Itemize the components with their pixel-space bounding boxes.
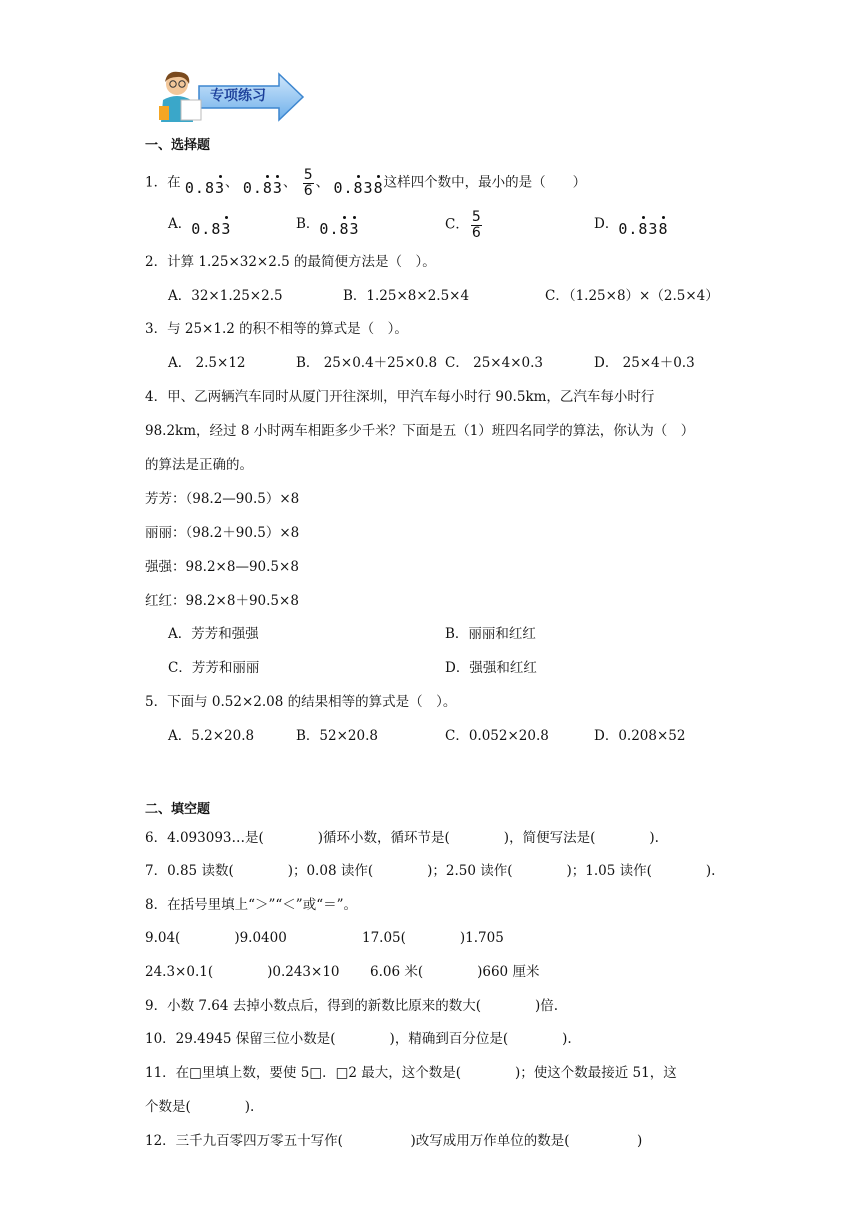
question-4-line-2: 98.2km，经过 8 小时两车相距多少千米？下面是五（1）班四名同学的算法，你认为（ ） bbox=[145, 423, 695, 439]
q5-option-a: A．5.2×20.8 bbox=[168, 728, 255, 744]
method-lili: 丽丽：（98.2＋90.5）×8 bbox=[145, 525, 300, 541]
question-6: 6．4.093093…是( )循环小数，循环节是( )，简便写法是( ). bbox=[145, 830, 659, 846]
method-qiangqiang: 强强：98.2×8—90.5×8 bbox=[145, 559, 299, 575]
q3-option-d: D． 25×4＋0.3 bbox=[594, 355, 695, 371]
q3-option-a: A． 2.5×12 bbox=[168, 355, 246, 371]
q1-option-b: B．0.83 bbox=[296, 216, 360, 238]
q1-option-a: A．0.83 bbox=[168, 216, 232, 238]
practice-banner bbox=[155, 70, 305, 124]
question-5: 5．下面与 0.52×2.08 的结果相等的算式是（ ）。 bbox=[145, 694, 457, 710]
q2-option-b: B．1.25×8×2.5×4 bbox=[343, 288, 470, 304]
recurring-decimal-0-83-single: 0.83 bbox=[184, 178, 226, 197]
q2-option-a: A．32×1.25×2.5 bbox=[168, 288, 283, 304]
question-10: 10．29.4945 保留三位小数是( )，精确到百分位是( ). bbox=[145, 1031, 572, 1047]
method-fangfang: 芳芳：（98.2—90.5）×8 bbox=[145, 491, 300, 507]
q3-option-b: B． 25×0.4＋25×0.8 bbox=[296, 355, 438, 371]
q5-option-c: C．0.052×20.8 bbox=[445, 728, 549, 744]
question-4-line-3: 的算法是正确的。 bbox=[145, 457, 253, 473]
question-8: 8．在括号里填上“＞”“＜”或“＝”。 bbox=[145, 897, 357, 913]
section-heading-fill: 二、填空题 bbox=[145, 802, 211, 817]
question-7: 7．0.85 读数( )；0.08 读作( )；2.50 读作( )；1.05 读作( ). bbox=[145, 863, 716, 879]
q4-option-a: A．芳芳和强强 bbox=[168, 626, 259, 642]
banner-label: 专项练习 bbox=[210, 88, 266, 104]
question-2: 2．计算 1.25×32×2.5 的最简便方法是（ ）。 bbox=[145, 254, 436, 270]
q1-suffix: 这样四个数中，最小的是（ ） bbox=[383, 174, 587, 191]
question-11-line-1: 11．在□里填上数，要使 5□．□2 最大，这个数是( )；使这个数最接近 51，这 bbox=[145, 1065, 677, 1081]
q4-option-d: D．强强和红红 bbox=[445, 660, 537, 676]
q8-compare-2: 17.05( )1.705 bbox=[362, 930, 504, 946]
recurring-decimal-0-83-double: 0.83 bbox=[242, 178, 283, 197]
q3-option-c: C． 25×4×0.3 bbox=[445, 355, 543, 371]
section-heading-choice: 一、选择题 bbox=[145, 138, 211, 153]
q1-option-c: C． $\frac{5}{6}$ bbox=[445, 209, 481, 241]
question-4-line-1: 4．甲、乙两辆汽车同时从厦门开往深圳，甲汽车每小时行 90.5km，乙汽车每小时行 bbox=[145, 389, 655, 405]
q1-sep: 、 bbox=[315, 174, 330, 191]
q1-sep: 、 bbox=[282, 174, 297, 191]
method-honghong: 红红：98.2×8＋90.5×8 bbox=[145, 593, 299, 609]
q4-option-c: C．芳芳和丽丽 bbox=[168, 660, 260, 676]
recurring-decimal-0-838: 0.838 bbox=[333, 178, 384, 197]
q8-compare-3: 24.3×0.1( )0.243×10 bbox=[145, 964, 340, 980]
q1-sep: 、 bbox=[225, 174, 239, 191]
question-3: 3．与 25×1.2 的积不相等的算式是（ ）。 bbox=[145, 321, 408, 337]
q2-option-c: C．（1.25×8）×（2.5×4） bbox=[545, 288, 719, 304]
question-1 bbox=[145, 168, 586, 198]
q8-compare-1: 9.04( )9.0400 bbox=[145, 930, 287, 946]
q8-compare-4: 6.06 米( )660 厘米 bbox=[370, 964, 540, 980]
fraction-five-sixths: $\frac{5}{6}$ bbox=[303, 167, 313, 199]
q1-prefix: 1．在 bbox=[145, 174, 181, 191]
q5-option-d: D．0.208×52 bbox=[594, 728, 686, 744]
question-9: 9．小数 7.64 去掉小数点后，得到的新数比原来的数大( )倍. bbox=[145, 998, 559, 1014]
q1-option-d: D．0.838 bbox=[594, 216, 669, 238]
question-12: 12．三千九百零四万零五十写作( )改写成用万作单位的数是( ) bbox=[145, 1133, 643, 1149]
question-11-line-2: 个数是( ). bbox=[145, 1099, 255, 1115]
q5-option-b: B．52×20.8 bbox=[296, 728, 378, 744]
q4-option-b: B．丽丽和红红 bbox=[445, 626, 536, 642]
